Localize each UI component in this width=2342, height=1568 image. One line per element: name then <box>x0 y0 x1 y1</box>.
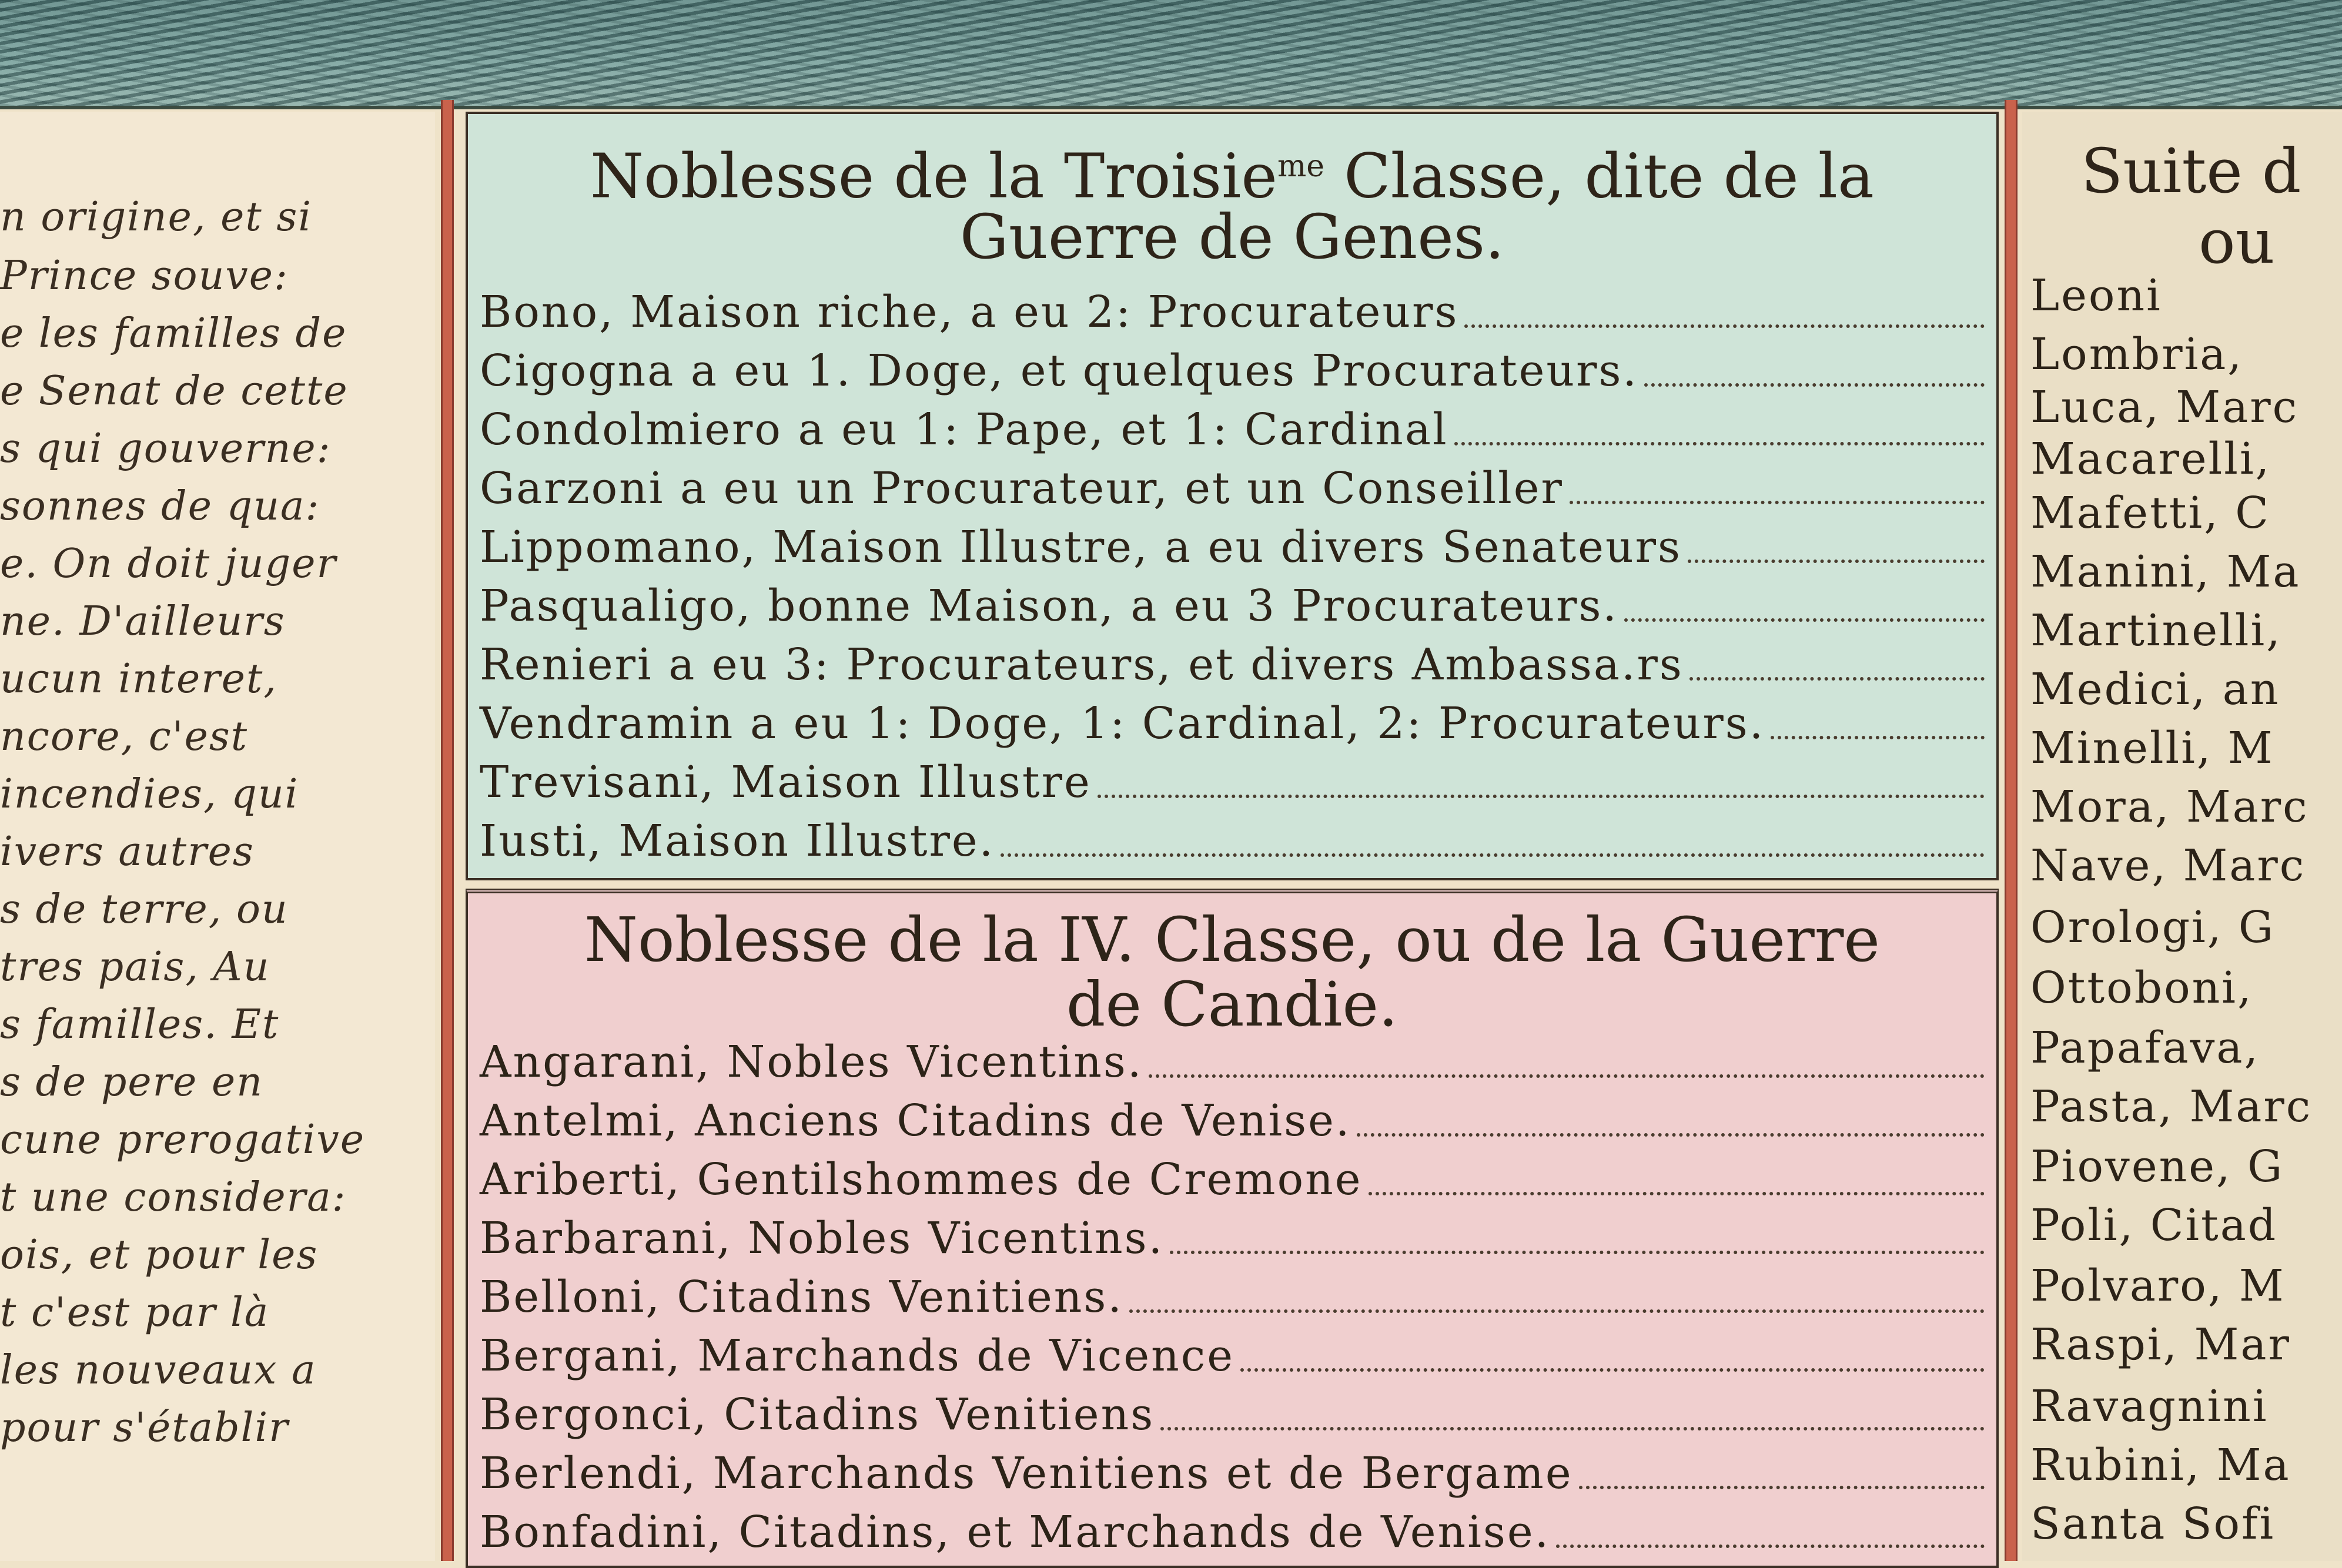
left-line: s qui gouverne: <box>0 425 332 472</box>
list-item: Piovene, G <box>2030 1141 2284 1192</box>
left-line: ois, et pour les <box>0 1232 319 1278</box>
list-item: Barbarani, Nobles Vicentins. <box>480 1205 1985 1264</box>
list-item: Santa Sofi <box>2030 1499 2276 1549</box>
left-line: t c'est par là <box>0 1289 270 1336</box>
left-line: pour s'établir <box>0 1405 289 1451</box>
list-item: Pasqualigo, bonne Maison, a eu 3 Procurateurs. <box>480 572 1985 631</box>
left-line: s de terre, ou <box>0 886 289 933</box>
left-line: t une considera: <box>0 1174 347 1221</box>
engraved-sea-band <box>0 0 2342 109</box>
fourth-class-title: Noblesse de la IV. Classe, ou de la Guerre <box>584 904 1880 976</box>
list-item: Luca, Marc <box>2030 382 2299 433</box>
title-part-1: Noblesse de la Troisie <box>590 140 1277 212</box>
left-line: incendies, qui <box>0 771 299 817</box>
left-line: e Senat de cette <box>0 368 349 414</box>
list-item: Angarani, Nobles Vicentins. <box>480 1028 1985 1087</box>
list-item: Minelli, M <box>2030 723 2274 773</box>
left-line: s de pere en <box>0 1059 264 1105</box>
list-item: Mora, Marc <box>2030 782 2309 832</box>
list-item: Lippomano, Maison Illustre, a eu divers Senateurs <box>480 514 1985 572</box>
left-line: les nouveaux a <box>0 1347 317 1393</box>
right-text-column <box>2022 112 2342 1561</box>
third-class-title-line2: Guerre de Genes. <box>959 201 1505 273</box>
right-column-title-line2: ou <box>2199 206 2275 277</box>
list-item: Manini, Ma <box>2030 547 2301 597</box>
list-item: Raspi, Mar <box>2030 1319 2291 1370</box>
right-column-title: Suite d <box>2081 135 2301 207</box>
third-class-panel <box>466 112 1999 880</box>
list-item: Polvaro, M <box>2030 1261 2286 1311</box>
list-item: Vendramin a eu 1: Doge, 1: Cardinal, 2: Procurateurs. <box>480 690 1985 749</box>
list-item: Ravagnini <box>2030 1381 2269 1432</box>
left-line: ucun interet, <box>0 656 277 702</box>
left-line: Prince souve: <box>0 253 289 299</box>
left-line: ne. D'ailleurs <box>0 598 286 645</box>
fourth-class-panel <box>466 889 1999 1568</box>
list-item: Macarelli, <box>2030 434 2271 484</box>
list-item: Ottoboni, <box>2030 963 2253 1013</box>
list-item: Pasta, Marc <box>2030 1081 2313 1132</box>
left-line: e. On doit juger <box>0 541 337 587</box>
left-line: tres pais, Au <box>0 944 270 990</box>
list-item: Medici, an <box>2030 664 2280 715</box>
list-item: Berlendi, Marchands Venitiens et de Bergame <box>480 1440 1985 1499</box>
left-text-column <box>0 112 435 1561</box>
left-line: sonnes de qua: <box>0 483 320 530</box>
left-line: cune prerogative <box>0 1117 366 1163</box>
list-item: Leoni <box>2030 270 2162 321</box>
list-item: Orologi, G <box>2030 902 2276 953</box>
list-item: Renieri a eu 3: Procurateurs, et divers Ambassa.rs <box>480 631 1985 690</box>
list-item: Cigogna a eu 1. Doge, et quelques Procurateurs. <box>480 337 1985 396</box>
list-item: Mafetti, C <box>2030 488 2270 538</box>
left-line: ncore, c'est <box>0 713 249 760</box>
list-item: Papafava, <box>2030 1023 2260 1073</box>
list-item: Nave, Marc <box>2030 840 2306 891</box>
list-item: Ariberti, Gentilshommes de Cremone <box>480 1146 1985 1205</box>
list-item: Poli, Citad <box>2030 1200 2278 1251</box>
list-item: Bonfadini, Citadins, et Marchands de Venise. <box>480 1499 1985 1557</box>
list-item: Garzoni a eu un Procurateur, et un Conseiller <box>480 455 1985 514</box>
list-item: Belloni, Citadins Venitiens. <box>480 1264 1985 1322</box>
left-line: e les familles de <box>0 310 347 357</box>
list-item: Condolmiero a eu 1: Pape, et 1: Cardinal <box>480 396 1985 455</box>
list-item: Bergonci, Citadins Venitiens <box>480 1381 1985 1440</box>
left-line: s familles. Et <box>0 1001 280 1048</box>
list-item: Antelmi, Anciens Citadins de Venise. <box>480 1087 1985 1146</box>
list-item: Trevisani, Maison Illustre <box>480 749 1985 808</box>
title-part-2: Classe, dite de la <box>1324 140 1875 212</box>
red-column-rule-left <box>441 100 454 1561</box>
third-class-title <box>468 132 1996 211</box>
list-item: Iusti, Maison Illustre. <box>480 808 1985 866</box>
list-item: Bono, Maison riche, a eu 2: Procurateurs <box>480 279 1985 337</box>
list-item: Rubini, Ma <box>2030 1440 2291 1490</box>
left-line: ivers autres <box>0 829 255 875</box>
list-item: Martinelli, <box>2030 605 2282 656</box>
title-superscript: me <box>1277 149 1325 184</box>
red-column-rule-right <box>2005 100 2018 1561</box>
left-line: n origine, et si <box>0 194 312 240</box>
list-item: Bergani, Marchands de Vicence <box>480 1322 1985 1381</box>
list-item: Lombria, <box>2030 329 2243 380</box>
fourth-class-title-line2: de Candie. <box>1066 969 1398 1040</box>
